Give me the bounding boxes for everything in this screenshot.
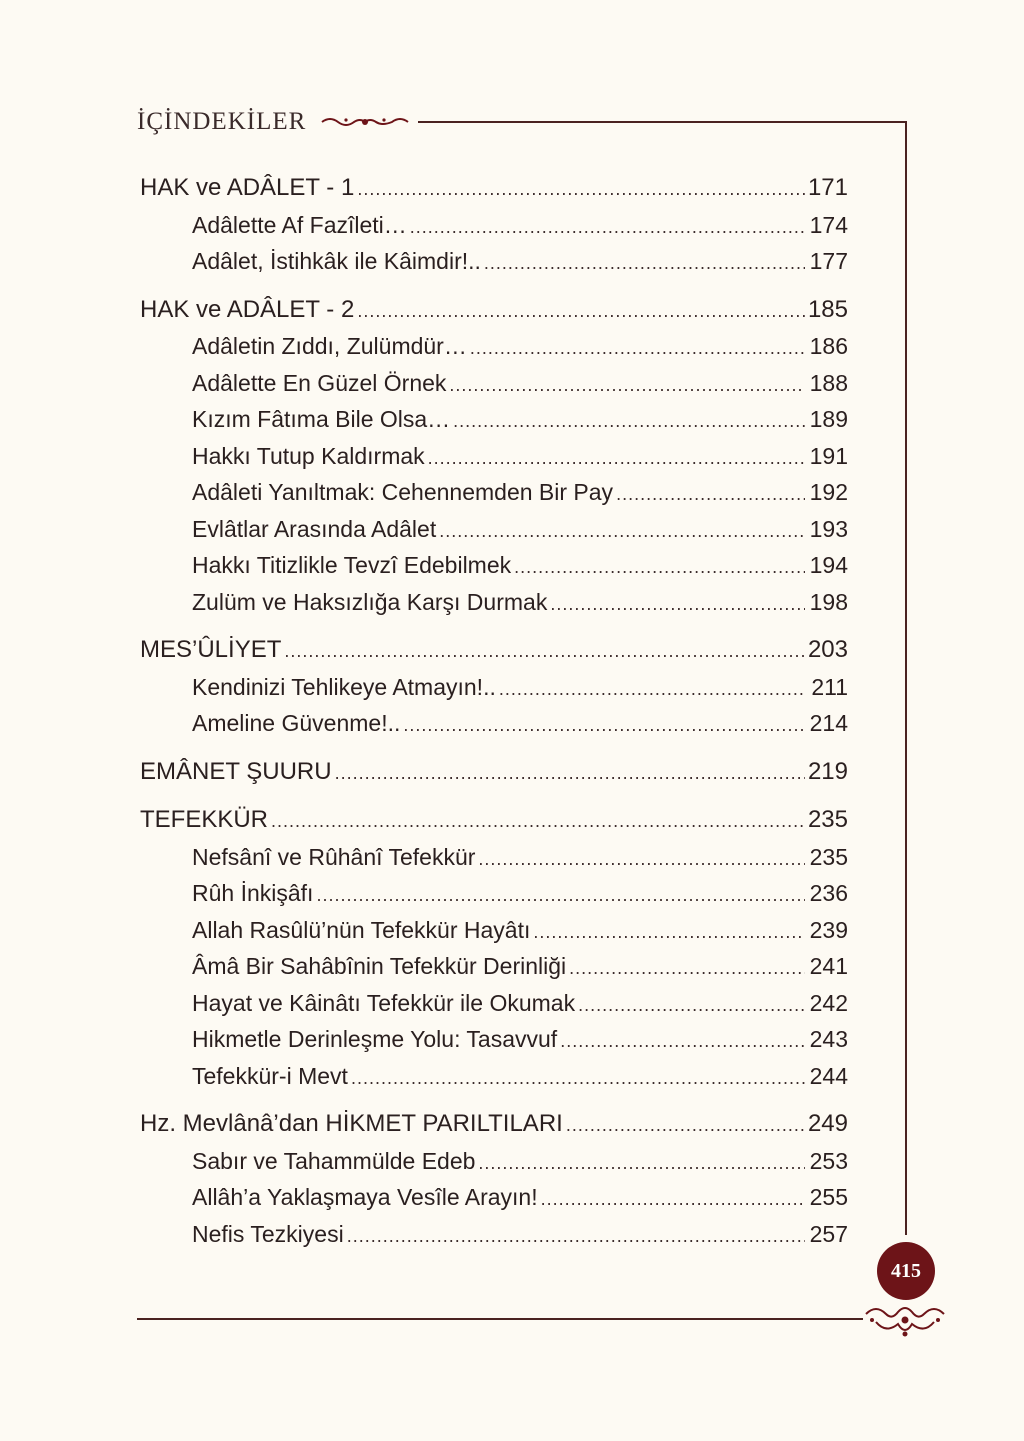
entry-title: Ameline Güvenme!.. [192,710,401,736]
toc-section-heading[interactable] [140,754,848,791]
toc-entry[interactable] [140,511,848,548]
entry-page-number: 171 [807,174,848,201]
entry-page-number: 236 [809,880,848,906]
entry-title: Nefis Tezkiyesi [192,1220,344,1247]
dot-leader [533,914,805,951]
toc-entry[interactable] [140,474,848,511]
dot-leader [271,803,805,840]
entry-title: Hakkı Titizlikle Tevzî Edebilmek [192,552,512,578]
toc-section [140,170,848,280]
toc-section [140,292,848,621]
entry-page-number: 211 [811,673,848,700]
entry-title: HAK ve ADÂLET - 2 [140,295,355,323]
entry-page-number: 242 [809,989,848,1016]
entry-title: Allâh’a Yaklaşmaya Vesîle Arayın! [192,1184,538,1210]
toc-entry[interactable] [140,243,848,280]
entry-page-number: 203 [807,636,848,663]
toc-section-heading[interactable] [140,802,848,839]
entry-title: Evlâtlar Arasında Adâlet [192,515,437,542]
entry-title: Tefekkür-i Mevt [192,1062,348,1089]
entry-title: HAK ve ADÂLET - 1 [140,174,355,201]
entry-title: EMÂNET ŞUURU [140,757,332,785]
entry-title: Allah Rasûlü’nün Tefekkür Hayâtı [192,916,531,943]
dot-leader [347,1218,805,1255]
frame-top-line [418,121,907,123]
entry-page-number: 186 [809,333,848,359]
dot-leader [560,1023,805,1060]
entry-page-number: 193 [809,515,848,542]
toc-entry[interactable] [140,912,848,949]
entry-page-number: 214 [809,710,848,736]
entry-title: Kızım Fâtıma Bile Olsa… [192,406,451,432]
dot-leader [550,586,805,623]
toc-section [140,754,848,791]
toc-section [140,1106,848,1252]
dot-leader [541,1181,805,1218]
dot-leader [439,513,805,550]
entry-title: Âmâ Bir Sahâbînin Tefekkür Derinliği [192,953,567,979]
toc-entry[interactable] [140,948,848,985]
entry-title: Hakkı Tutup Kaldırmak [192,442,425,469]
dot-leader [484,245,805,282]
entry-page-number: 257 [809,1220,848,1247]
dot-leader [566,1107,805,1144]
entry-page-number: 185 [807,295,848,323]
dot-leader [569,950,805,987]
toc-section-heading[interactable] [140,632,848,669]
dot-leader [470,330,805,367]
entry-page-number: 177 [809,248,848,274]
header-ornament-icon [320,112,410,132]
dot-leader [428,440,805,477]
entry-title: Adâleti Yanıltmak: Cehennemden Bir Pay [192,479,614,505]
entry-title: Nefsânî ve Rûhânî Tefekkür [192,843,476,870]
entry-title: TEFEKKÜR [140,806,269,833]
toc-entry[interactable] [140,1179,848,1216]
toc-section-heading[interactable] [140,1106,848,1143]
toc-entry[interactable] [140,839,848,876]
toc-entry[interactable] [140,1058,848,1095]
entry-page-number: 188 [809,369,848,396]
toc-entry[interactable] [140,705,848,742]
entry-page-number: 198 [809,588,848,615]
entry-page-number: 189 [809,406,848,432]
entry-page-number: 219 [807,757,848,785]
dot-leader [449,367,805,404]
entry-page-number: 255 [809,1184,848,1210]
entry-page-number: 243 [809,1026,848,1052]
dot-leader [284,633,805,670]
toc-section [140,802,848,1094]
entry-page-number: 235 [809,843,848,870]
entry-page-number: 191 [809,442,848,469]
entry-page-number: 239 [809,916,848,943]
dot-leader [403,707,805,744]
entry-title: Adâlette Af Fazîleti… [192,211,407,238]
toc-section [140,632,848,742]
entry-title: Adâlet, İstihkâk ile Kâimdir!.. [192,248,481,274]
dot-leader [499,671,805,708]
toc-entry[interactable] [140,875,848,912]
dot-leader [478,1145,805,1182]
toc-entry[interactable] [140,584,848,621]
entry-page-number: 192 [809,479,848,505]
table-of-contents [140,170,848,1264]
toc-entry[interactable] [140,985,848,1022]
entry-page-number: 235 [807,806,848,833]
toc-entry[interactable] [140,1021,848,1058]
toc-entry[interactable] [140,401,848,438]
entry-title: Zulüm ve Haksızlığa Karşı Durmak [192,588,548,615]
toc-entry[interactable] [140,365,848,402]
entry-title: Rûh İnkişâfı [192,880,314,906]
entry-page-number: 241 [809,953,848,979]
entry-page-number: 194 [809,552,848,578]
entry-title: Adâlette En Güzel Örnek [192,369,447,396]
page-number-badge: 415 [877,1242,935,1300]
entry-title: Adâletin Zıddı, Zulümdür… [192,333,467,359]
entry-page-number: 244 [809,1062,848,1089]
dot-leader [616,476,805,513]
entry-page-number: 253 [809,1147,848,1174]
toc-entry[interactable] [140,207,848,244]
toc-entry[interactable] [140,1143,848,1180]
entry-title: Hikmetle Derinleşme Yolu: Tasavvuf [192,1026,558,1052]
dot-leader [478,841,805,878]
toc-section-heading[interactable] [140,170,848,207]
dot-leader [578,987,805,1024]
toc-entry[interactable] [140,1216,848,1253]
toc-entry[interactable] [140,438,848,475]
dot-leader [357,171,805,208]
dot-leader [335,755,805,792]
entry-title: Kendinizi Tehlikeye Atmayın!.. [192,673,496,700]
entry-title: Sabır ve Tahammülde Edeb [192,1147,476,1174]
entry-title: Hayat ve Kâinâtı Tefekkür ile Okumak [192,989,576,1016]
dot-leader [351,1060,805,1097]
dot-leader [514,549,805,586]
page-title: İÇİNDEKİLER [137,108,307,135]
dot-leader [316,877,805,914]
entry-page-number: 249 [807,1110,848,1137]
toc-entry[interactable] [140,328,848,365]
dot-leader [410,209,805,246]
dot-leader [357,293,805,330]
toc-entry[interactable] [140,547,848,584]
entry-title: MES’ÛLİYET [140,636,282,663]
frame-right-line [905,121,907,1235]
entry-page-number: 174 [809,211,848,238]
toc-entry[interactable] [140,669,848,706]
bottom-ornament-icon [862,1300,948,1342]
entry-title: Hz. Mevlânâ’dan HİKMET PARILTILARI [140,1110,563,1137]
frame-bottom-line [137,1318,863,1320]
toc-section-heading[interactable] [140,292,848,329]
dot-leader [453,403,805,440]
